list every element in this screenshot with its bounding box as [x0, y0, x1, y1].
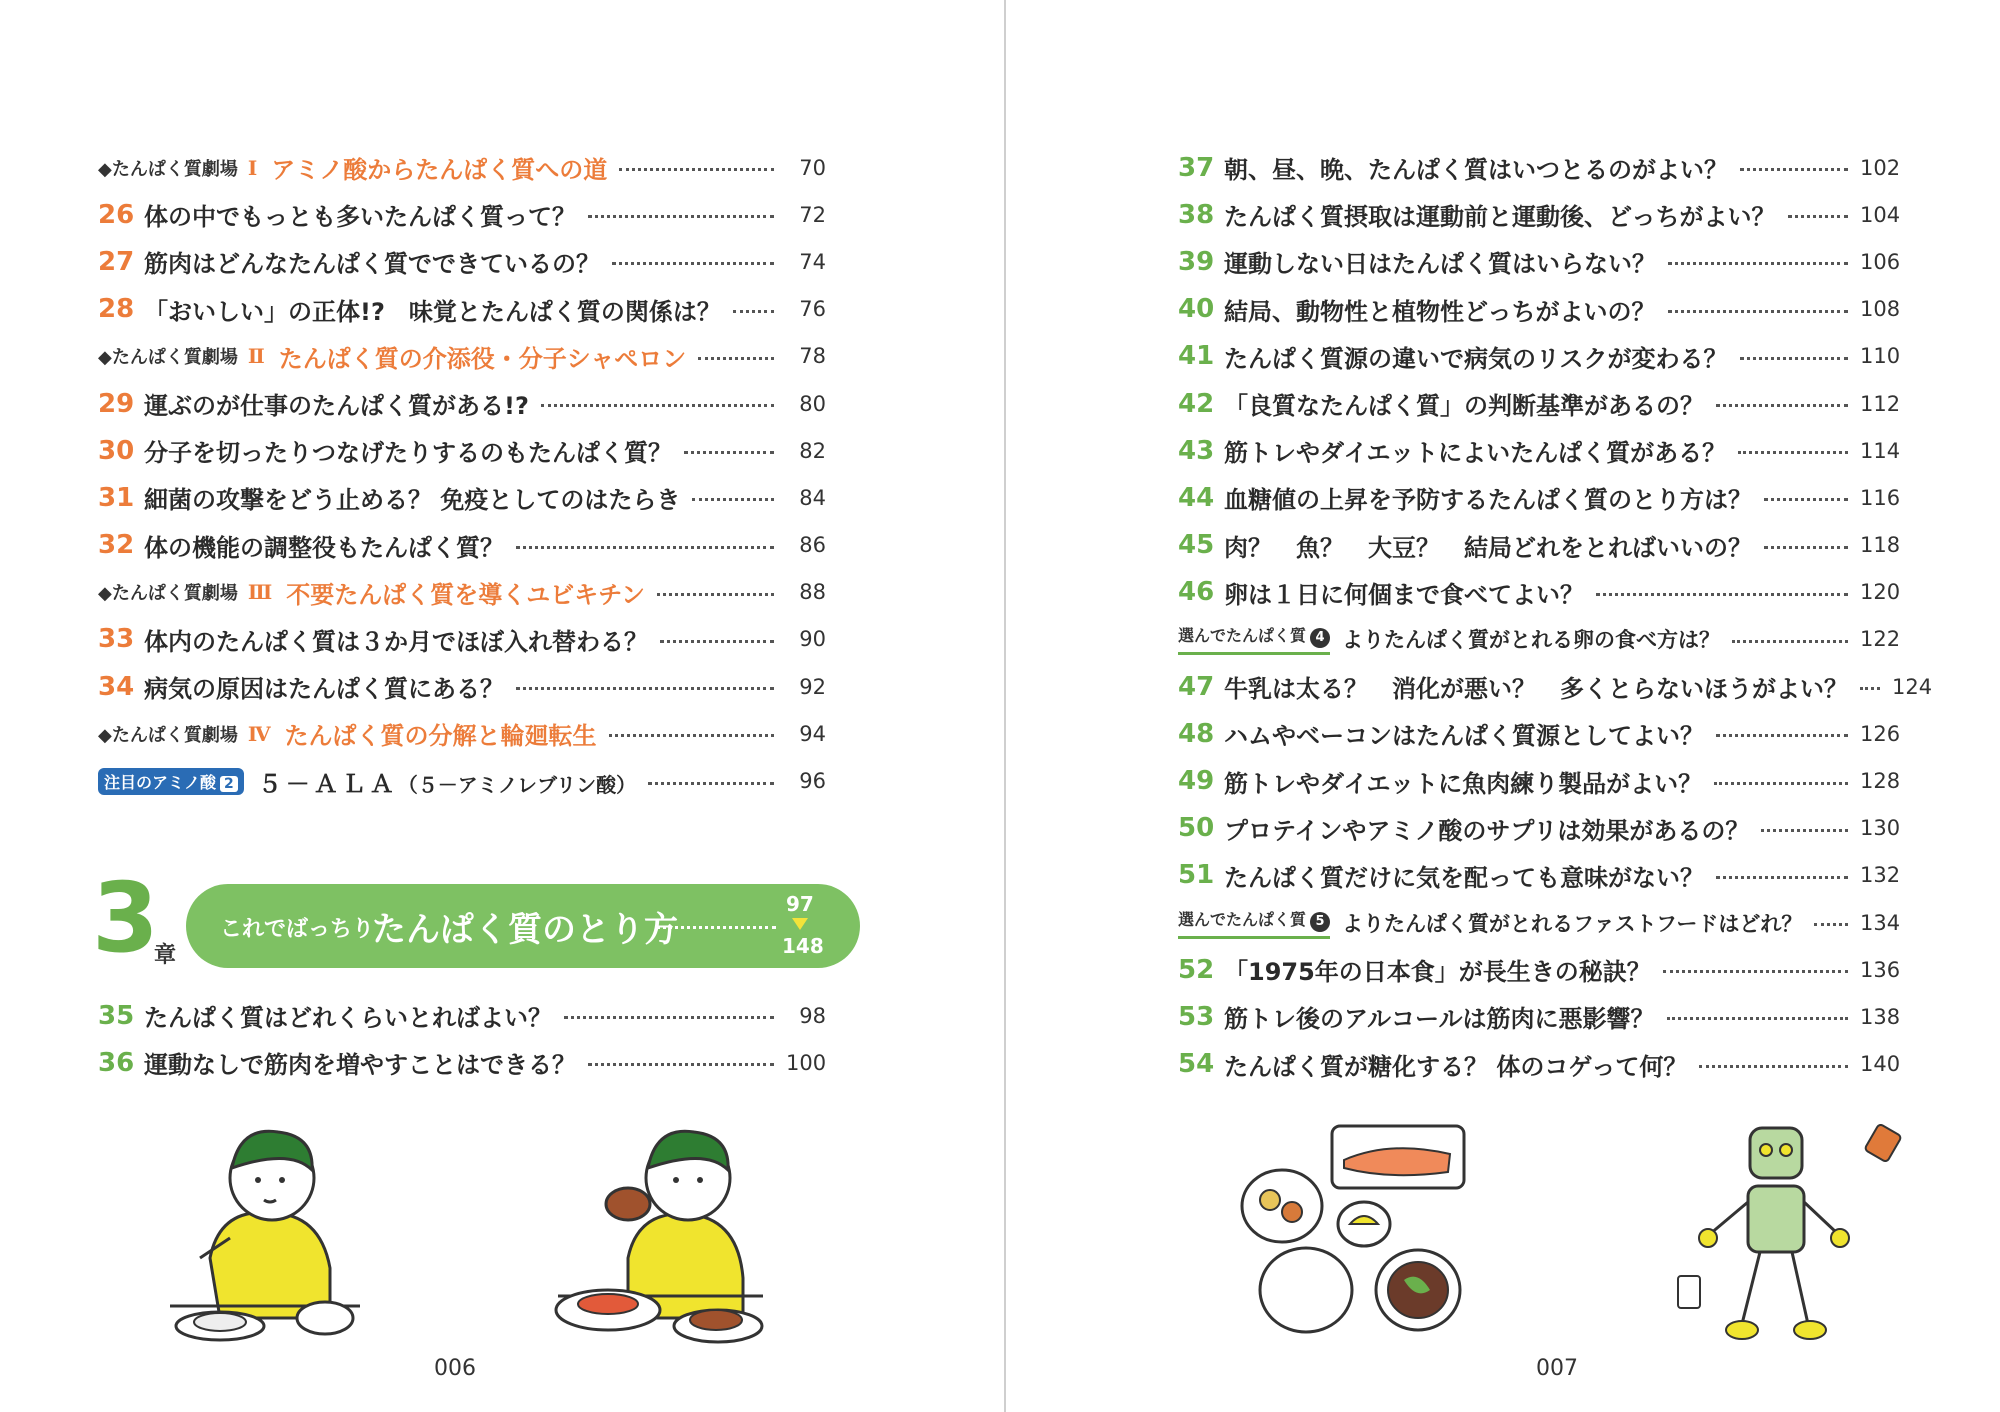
page-number: 122 — [1860, 627, 1901, 652]
leader-dots — [619, 168, 774, 171]
leader-dots — [698, 357, 774, 360]
entry-number: 52 — [1178, 954, 1215, 985]
chapter-leader-dots — [656, 926, 776, 929]
chapter-kanji: 章 — [154, 943, 177, 968]
toc-row[interactable] — [1178, 663, 1933, 710]
entry-title: 「1975年の日本食」が長生きの秘訣？ — [1224, 958, 1651, 987]
page-number: 74 — [799, 249, 826, 274]
entry-number: 32 — [98, 530, 135, 561]
leader-dots — [1740, 168, 1848, 171]
page-number: 106 — [1860, 249, 1901, 274]
entry-number: 29 — [98, 388, 135, 419]
entry-title: 筋肉はどんなたんぱく質でできているの？ — [144, 250, 600, 279]
entry-title: よりたんぱく質がとれる卵の食べ方は？ — [1342, 628, 1721, 653]
entry-number: 50 — [1178, 813, 1215, 844]
toc-row[interactable] — [98, 474, 826, 521]
entry-title: 牛乳は太る？ 消化が悪い？ 多くとらないほうがよい？ — [1224, 675, 1848, 704]
entry-number: 48 — [1178, 718, 1215, 749]
entry-title: たんぱく質摂取は運動前と運動後、どっちがよい？ — [1224, 203, 1776, 232]
person-eating-fish-illustration — [160, 1118, 390, 1348]
leader-dots — [541, 404, 774, 407]
toc-theater-row[interactable] — [98, 144, 826, 191]
page-folio-left: 006 — [434, 1356, 476, 1381]
entry-number: 27 — [98, 246, 135, 277]
entry-title: 筋トレ後のアルコールは筋肉に悪影響？ — [1224, 1005, 1655, 1034]
page-number: 96 — [799, 769, 826, 794]
leader-dots — [1668, 310, 1848, 313]
entry-number: 54 — [1178, 1049, 1215, 1080]
page-number: 128 — [1860, 769, 1901, 794]
page-number: 100 — [786, 1050, 827, 1075]
toc-row[interactable] — [1178, 427, 1900, 474]
amino-tag: 注目のアミノ酸 2 — [98, 768, 244, 795]
page-number: 116 — [1860, 485, 1901, 510]
toc-row[interactable] — [98, 427, 826, 474]
theater-label: ◆たんぱく質劇場 Ⅱ — [98, 344, 265, 369]
page-number: 110 — [1860, 344, 1901, 369]
entry-title: 病気の原因はたんぱく質にある？ — [144, 675, 504, 704]
leader-dots — [1663, 970, 1848, 973]
leader-dots — [1814, 923, 1848, 926]
theater-label: ◆たんぱく質劇場 Ⅲ — [98, 580, 273, 605]
page-number: 138 — [1860, 1004, 1901, 1029]
down-arrow-icon — [792, 918, 808, 930]
page-number: 130 — [1860, 816, 1901, 841]
pick-tag-badge: 5 — [1310, 912, 1330, 932]
left-toc-list — [98, 144, 826, 805]
page-number: 134 — [1860, 910, 1901, 935]
leader-dots — [692, 498, 774, 501]
toc-row[interactable] — [1178, 286, 1900, 333]
page-number: 126 — [1860, 721, 1901, 746]
leader-dots — [1788, 215, 1848, 218]
leader-dots — [1714, 782, 1848, 785]
entry-title: 細菌の攻撃をどう止める？ 免疫としてのはたらき — [144, 486, 681, 515]
page-number: 80 — [799, 391, 826, 416]
page-number: 120 — [1860, 580, 1901, 605]
pick-tag: 選んでたんぱく質 4 — [1178, 623, 1330, 655]
right-toc-list — [1178, 144, 1933, 1088]
page-number: 98 — [799, 1003, 826, 1028]
entry-title: 筋トレやダイエットによいたんぱく質がある？ — [1224, 439, 1727, 468]
leader-dots — [1764, 498, 1848, 501]
page-number: 72 — [799, 202, 826, 227]
page-number: 140 — [1860, 1052, 1901, 1077]
entry-title: 体の中でもっとも多いたんぱく質って？ — [144, 203, 576, 232]
japanese-meal-illustration — [1240, 1120, 1490, 1350]
toc-row[interactable] — [1178, 238, 1900, 285]
page-number: 112 — [1860, 391, 1901, 416]
entry-title: たんぱく質が糖化する？ 体のコゲって何？ — [1224, 1052, 1688, 1081]
leader-dots — [516, 546, 774, 549]
entry-number: 28 — [98, 294, 135, 325]
leader-dots — [564, 1016, 774, 1019]
toc-row[interactable] — [1178, 191, 1900, 238]
toc-pick-row[interactable] — [1178, 616, 1900, 663]
entry-title: プロテインやアミノ酸のサプリは効果があるの？ — [1224, 816, 1750, 845]
leader-dots — [1716, 876, 1848, 879]
page-number: 84 — [799, 485, 826, 510]
entry-title: たんぱく質の分解と輪廻転生 — [284, 722, 597, 751]
toc-row[interactable] — [1178, 710, 1900, 757]
leader-dots — [733, 310, 774, 313]
page-number: 88 — [799, 580, 826, 605]
page-number: 76 — [799, 297, 826, 322]
entry-title: 分子を切ったりつなげたりするのもたんぱく質？ — [144, 439, 672, 468]
toc-theater-row[interactable] — [98, 710, 826, 757]
leader-dots — [1699, 1065, 1848, 1068]
toc-row[interactable] — [1178, 569, 1900, 616]
toc-row[interactable] — [1178, 144, 1900, 191]
toc-row[interactable] — [1178, 993, 1900, 1040]
toc-row[interactable] — [1178, 757, 1900, 804]
entry-title: 筋トレやダイエットに魚肉練り製品がよい？ — [1224, 769, 1703, 798]
entry-title: 血糖値の上昇を予防するたんぱく質のとり方は？ — [1224, 486, 1752, 515]
leader-dots — [588, 1063, 774, 1066]
leader-dots — [516, 687, 774, 690]
toc-row[interactable] — [1178, 380, 1900, 427]
page-number: 114 — [1860, 438, 1901, 463]
entry-title: よりたんぱく質がとれるファストフードはどれ？ — [1342, 911, 1803, 936]
entry-title: 体内のたんぱく質は３か月でほぼ入れ替わる？ — [144, 627, 648, 656]
page-number: 78 — [799, 344, 826, 369]
page-gutter — [1004, 0, 1006, 1412]
page-number: 82 — [799, 438, 826, 463]
entry-title: 運動しない日はたんぱく質はいらない？ — [1224, 250, 1656, 279]
page-number: 102 — [1860, 155, 1901, 180]
page-number: 104 — [1860, 202, 1901, 227]
entry-title: 不要たんぱく質を導くユビキチン — [286, 580, 646, 609]
entry-number: 38 — [1178, 199, 1215, 230]
entry-title: ５－ＡＬＡ（５－アミノレブリン酸） — [257, 769, 637, 798]
toc-row[interactable] — [98, 191, 826, 238]
leader-dots — [657, 593, 774, 596]
leader-dots — [1860, 687, 1880, 690]
amino-tag-badge: 2 — [220, 776, 238, 792]
toc-row[interactable] — [1178, 333, 1900, 380]
leader-dots — [1716, 734, 1848, 737]
entry-title: 「良質なたんぱく質」の判断基準があるの？ — [1224, 392, 1704, 421]
entry-number: 47 — [1178, 671, 1215, 702]
toc-row[interactable] — [98, 992, 826, 1039]
entry-title: たんぱく質源の違いで病気のリスクが変わる？ — [1224, 344, 1728, 373]
page-number: 70 — [799, 155, 826, 180]
entry-number: 26 — [98, 199, 135, 230]
page-number: 90 — [799, 627, 826, 652]
pick-tag: 選んでたんぱく質 5 — [1178, 907, 1330, 939]
entry-title: 朝、昼、晩、たんぱく質はいつとるのがよい？ — [1224, 156, 1728, 185]
leader-dots — [1596, 593, 1848, 596]
entry-title: 体の機能の調整役もたんぱく質？ — [144, 533, 504, 562]
entry-number: 36 — [98, 1047, 135, 1078]
entry-number: 35 — [98, 1000, 135, 1031]
theater-label: ◆たんぱく質劇場 Ⅳ — [98, 721, 271, 746]
toc-row[interactable] — [1178, 946, 1900, 993]
entry-number: 41 — [1178, 341, 1215, 372]
page-number: 124 — [1892, 674, 1933, 699]
leader-dots — [588, 215, 774, 218]
entry-title: たんぱく質はどれくらいとればよい？ — [144, 1004, 552, 1033]
theater-label: ◆たんぱく質劇場 Ⅰ — [98, 155, 258, 180]
entry-title: 運動なしで筋肉を増やすことはできる？ — [144, 1051, 576, 1080]
toc-row[interactable] — [1178, 474, 1900, 521]
leader-dots — [648, 782, 774, 785]
page-number: 94 — [799, 721, 826, 746]
leader-dots — [1668, 262, 1848, 265]
toc-row[interactable] — [98, 522, 826, 569]
leader-dots — [1732, 640, 1848, 643]
entry-number: 34 — [98, 671, 135, 702]
page-folio-right: 007 — [1536, 1356, 1578, 1381]
entry-number: 40 — [1178, 294, 1215, 325]
entry-number: 51 — [1178, 860, 1215, 891]
page-number: 118 — [1860, 533, 1901, 558]
chapter-number: 3 — [92, 862, 159, 974]
toc-theater-row[interactable] — [98, 333, 826, 380]
page-number: 86 — [799, 533, 826, 558]
leader-dots — [1740, 357, 1848, 360]
entry-title: ハムやベーコンはたんぱく質源としてよい？ — [1224, 722, 1704, 751]
leader-dots — [1716, 404, 1848, 407]
leader-dots — [1667, 1017, 1848, 1020]
entry-number: 44 — [1178, 482, 1215, 513]
entry-title: アミノ酸からたんぱく質への道 — [271, 156, 608, 185]
robot-illustration — [1670, 1124, 1930, 1354]
leader-dots — [1738, 451, 1848, 454]
entry-number: 45 — [1178, 530, 1215, 561]
entry-title: 肉？ 魚？ 大豆？ 結局どれをとればいいの？ — [1224, 533, 1752, 562]
toc-row[interactable] — [1178, 1041, 1900, 1088]
page-number: 136 — [1860, 957, 1901, 982]
pick-tag-badge: 4 — [1310, 628, 1330, 648]
entry-title: たんぱく質の介添役・分子シャペロン — [278, 344, 687, 373]
entry-title: 卵は１日に何個まで食べてよい？ — [1224, 580, 1584, 609]
chapter-title: たんぱく質のとり方 — [372, 910, 678, 950]
leader-dots — [1761, 829, 1848, 832]
person-eating-chicken-illustration — [548, 1118, 778, 1348]
leader-dots — [1764, 546, 1848, 549]
entry-title: たんぱく質だけに気を配っても意味がない？ — [1224, 863, 1704, 892]
entry-number: 31 — [98, 482, 135, 513]
entry-number: 30 — [98, 435, 135, 466]
toc-row[interactable] — [98, 380, 826, 427]
toc-row[interactable] — [1178, 805, 1900, 852]
toc-row[interactable] — [98, 238, 826, 285]
leader-dots — [612, 262, 774, 265]
page-number: 132 — [1860, 863, 1901, 888]
entry-number: 42 — [1178, 388, 1215, 419]
toc-row[interactable] — [1178, 522, 1900, 569]
toc-row[interactable] — [98, 1039, 826, 1086]
toc-theater-row[interactable] — [98, 569, 826, 616]
entry-number: 49 — [1178, 766, 1215, 797]
entry-title: 運ぶのが仕事のたんぱく質がある!? — [144, 392, 529, 421]
page-number: 92 — [799, 674, 826, 699]
entry-number: 43 — [1178, 435, 1215, 466]
leader-dots — [684, 451, 774, 454]
entry-number: 46 — [1178, 577, 1215, 608]
chapter3-toc-list — [98, 992, 826, 1086]
toc-pick-row[interactable] — [1178, 899, 1900, 946]
toc-row[interactable] — [1178, 852, 1900, 899]
entry-number: 33 — [98, 624, 135, 655]
leader-dots — [609, 734, 774, 737]
entry-number: 53 — [1178, 1001, 1215, 1032]
toc-row[interactable] — [98, 286, 826, 333]
page-number: 108 — [1860, 297, 1901, 322]
toc-amino-row[interactable] — [98, 757, 826, 804]
chapter-page-from: 97 — [786, 892, 814, 916]
chapter-subtitle: これでばっちり — [220, 917, 375, 942]
entry-title: 結局、動物性と植物性どっちがよいの？ — [1224, 297, 1656, 326]
entry-number: 39 — [1178, 246, 1215, 277]
leader-dots — [660, 640, 774, 643]
toc-row[interactable] — [98, 663, 826, 710]
toc-row[interactable] — [98, 616, 826, 663]
entry-title: 「おいしい」の正体!? 味覚とたんぱく質の関係は？ — [144, 297, 721, 326]
chapter-page-to: 148 — [782, 934, 824, 958]
entry-number: 37 — [1178, 152, 1215, 183]
